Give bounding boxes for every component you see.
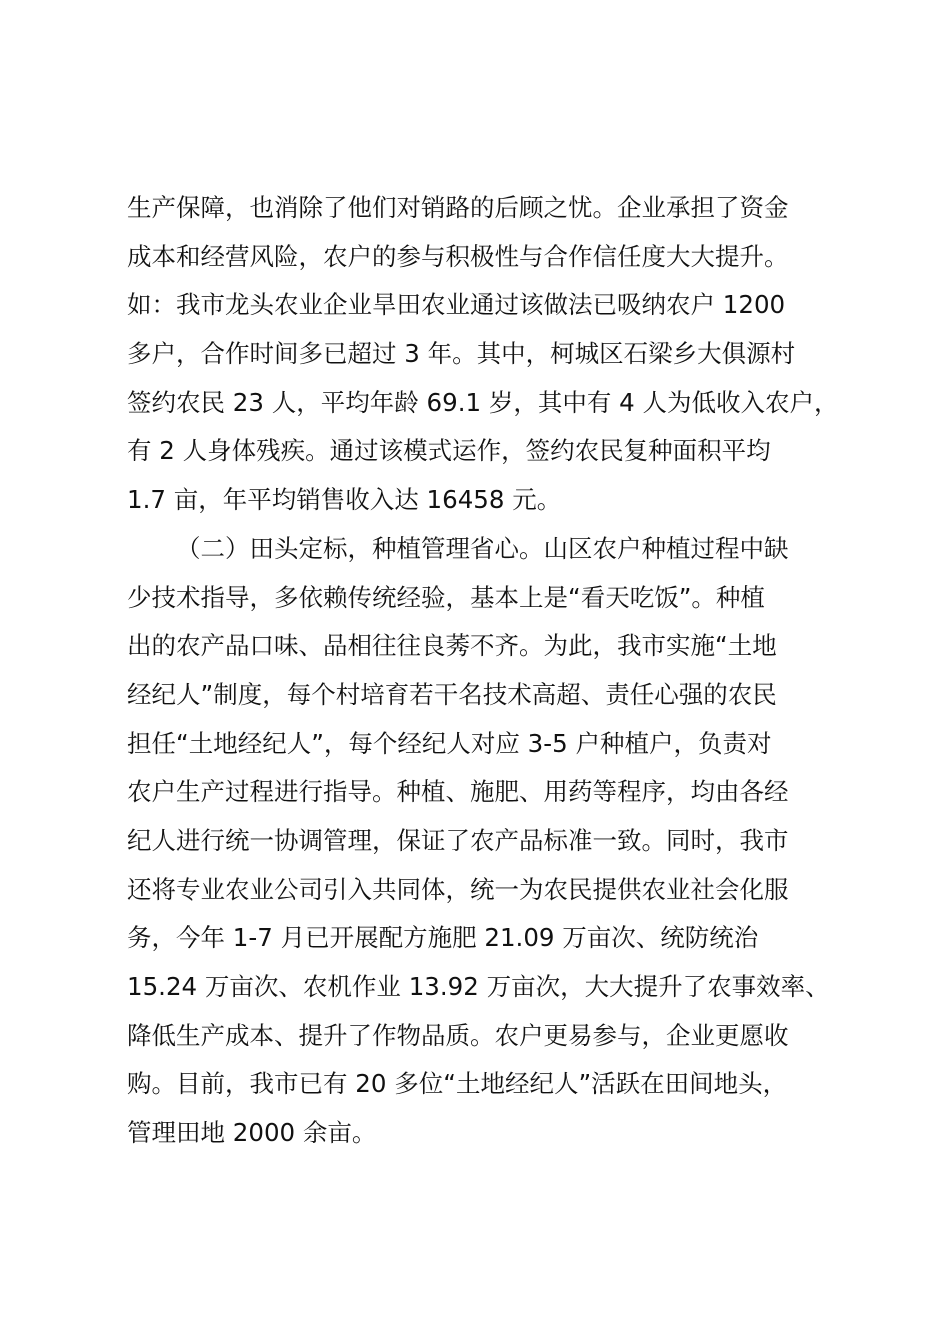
text-line: 如：我市龙头农业企业旱田农业通过该做法已吸纳农户 1200 bbox=[127, 290, 786, 320]
text-line: 农户生产过程进行指导。种植、施肥、用药等程序，均由各经 bbox=[127, 777, 789, 807]
text-line: 还将专业农业公司引入共同体，统一为农民提供农业社会化服 bbox=[127, 874, 789, 904]
text-line: 纪人进行统一协调管理，保证了农产品标准一致。同时，我市 bbox=[127, 825, 789, 855]
text-line: 有 2 人身体残疾。通过该模式运作，签约农民复种面积平均 bbox=[127, 436, 771, 466]
text-line: 管理田地 2000 余亩。 bbox=[127, 1118, 377, 1148]
text-line: 担任“土地经纪人”，每个经纪人对应 3-5 户种植户，负责对 bbox=[127, 728, 772, 758]
text-line: 出的农产品口味、品相往往良莠不齐。为此，我市实施“土地 bbox=[127, 631, 777, 661]
text-line: 多户，合作时间多已超过 3 年。其中，柯城区石梁乡大俱源村 bbox=[127, 339, 796, 369]
text-line: 签约农民 23 人，平均年龄 69.1 岁，其中有 4 人为低收入农户， bbox=[127, 387, 839, 417]
text-line: 生产保障，也消除了他们对销路的后顾之忧。企业承担了资金 bbox=[127, 193, 789, 222]
text-line: 15.24 万亩次、农机作业 13.92 万亩次，大大提升了农事效率、 bbox=[127, 972, 830, 1001]
text-line: 少技术指导，多依赖传统经验，基本上是“看天吃饭”。种植 bbox=[127, 582, 765, 612]
text-line: 务，今年 1-7 月已开展配方施肥 21.09 万亩次、统防统治 bbox=[127, 923, 759, 953]
text-line: 购。目前，我市已有 20 多位“土地经纪人”活跃在田间地头， bbox=[127, 1069, 788, 1099]
text-line: 1.7 亩，年平均销售收入达 16458 元。 bbox=[127, 485, 562, 515]
body-text bbox=[127, 184, 867, 1158]
text-line: 降低生产成本、提升了作物品质。农户更易参与，企业更愿收 bbox=[127, 1020, 789, 1050]
text-line: （二）田头定标，种植管理省心。山区农户种植过程中缺 bbox=[176, 533, 789, 563]
text-line: 成本和经营风险，农户的参与积极性与合作信任度大大提升。 bbox=[127, 241, 789, 271]
text-line: 经纪人”制度，每个村培育若干名技术高超、责任心强的农民 bbox=[127, 679, 777, 709]
